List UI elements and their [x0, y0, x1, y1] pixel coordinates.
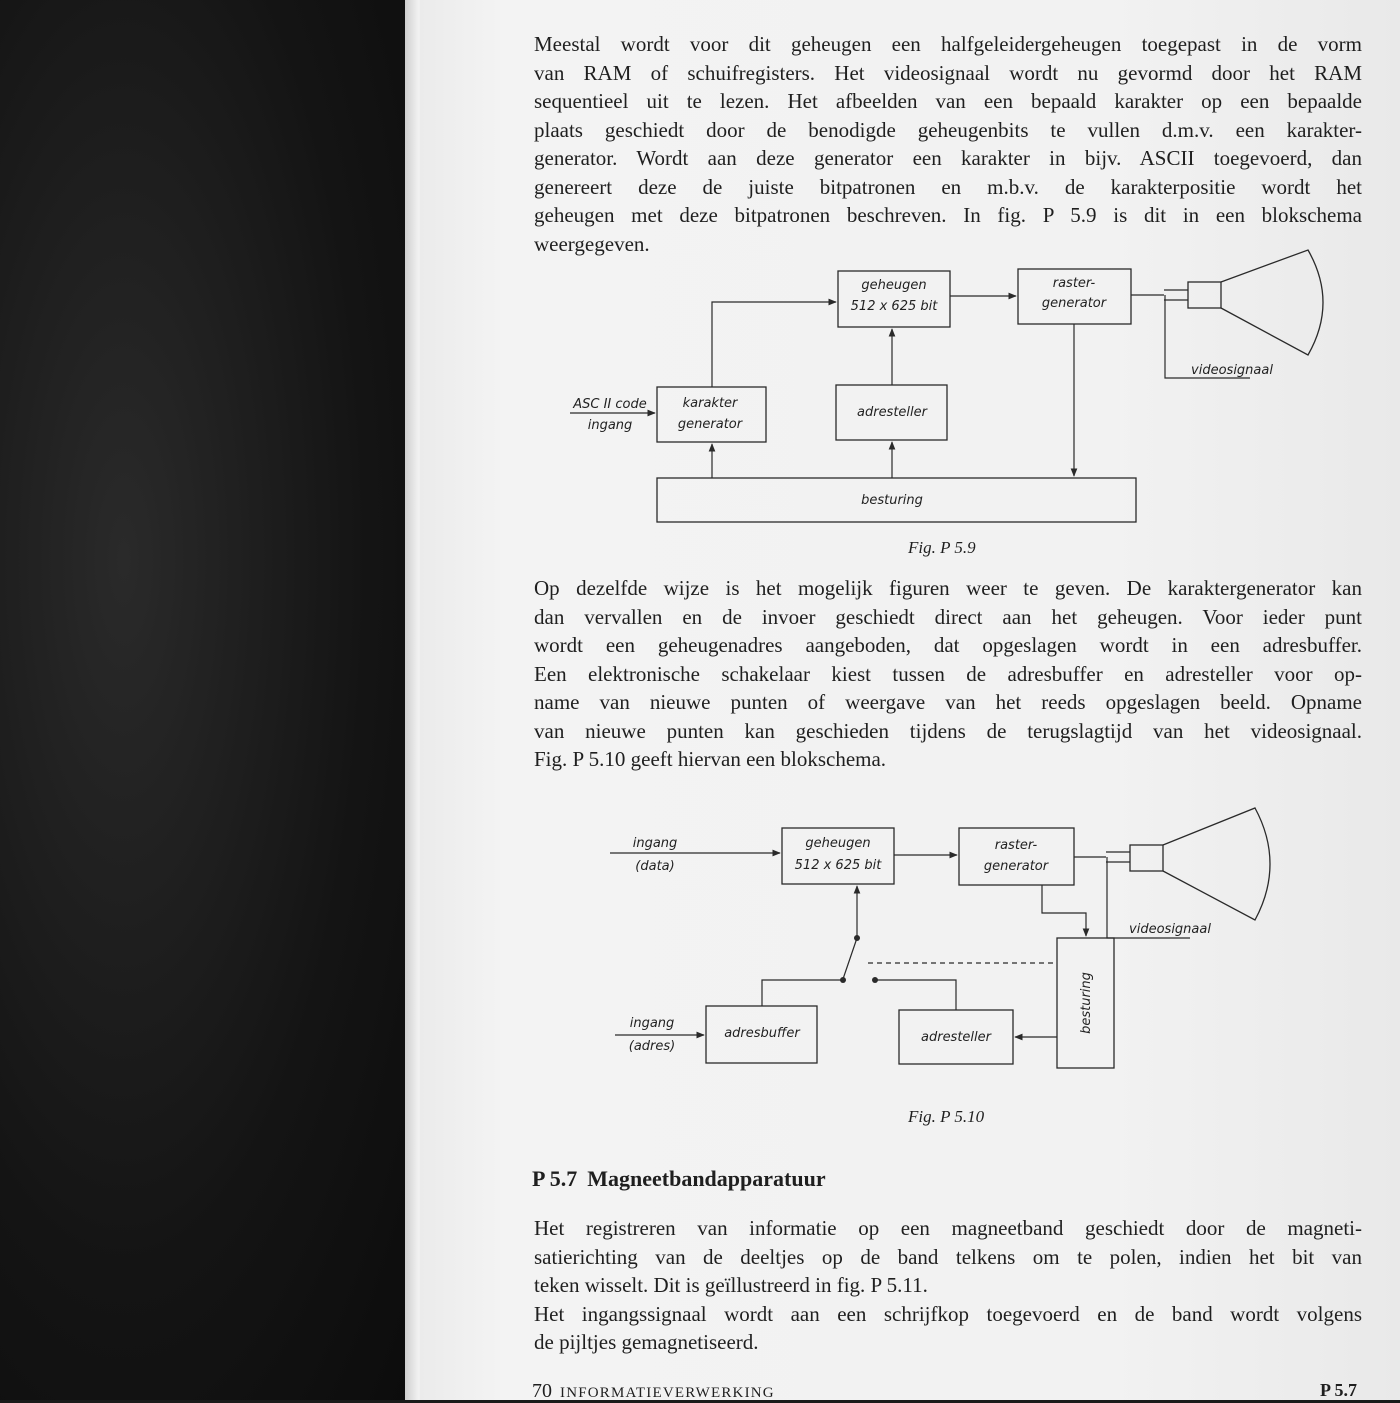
text-line: Op dezelfde wijze is het mogelijk figuren weer te geven. De karaktergenerator kan: [534, 576, 1362, 600]
block-label: adresteller: [857, 405, 927, 420]
middle-paragraph: [534, 574, 1362, 774]
text-line: Meestal wordt voor dit geheugen een halfgeleidergeheugen toegepast in de vorm: [534, 32, 1362, 56]
text-line: geheugen met deze bitpatronen beschreven. In fig. P 5.9 is dit in een blokschema: [534, 203, 1362, 227]
section-title: Magneetbandapparatuur: [587, 1166, 826, 1191]
block-diagram-fig-5-9: [560, 250, 1360, 540]
text-line: wordt een geheugenadres aangeboden, dat opgeslagen wordt in een adresbuffer.: [534, 633, 1362, 657]
footer-section-ref: P 5.7: [1320, 1380, 1358, 1400]
text-line: plaats geschiedt door de benodigde geheugenbits te vullen d.m.v. een karakter-: [534, 117, 1362, 142]
input-label: ingang: [632, 836, 678, 851]
block-label: geheugen: [861, 278, 927, 293]
videosignaal-label: videosignaal: [1191, 363, 1273, 378]
text-line: satierichting van de deeltjes op de band telkens om te polen, indien het bit van: [534, 1244, 1362, 1269]
block-label: generator: [983, 859, 1049, 874]
videosignaal-label: videosignaal: [1129, 922, 1211, 937]
karaktergenerator-block: [657, 387, 766, 442]
block-label: geheugen: [805, 836, 871, 851]
block-label: 512 x 625 bit: [794, 858, 882, 873]
rastergenerator-block: [1018, 269, 1131, 324]
section-heading: [532, 1166, 836, 1192]
block-label: 512 x 625 bit: [850, 299, 938, 314]
adresbuffer-block: [706, 1006, 817, 1063]
block-label: adresteller: [921, 1030, 991, 1045]
besturing-block: [1057, 938, 1114, 1068]
block-label: adresbuffer: [724, 1026, 800, 1041]
input-label: (adres): [628, 1039, 676, 1054]
block-label: raster-: [1052, 276, 1096, 291]
section-number: P 5.7: [532, 1166, 578, 1191]
adresteller-block: [899, 1010, 1013, 1064]
intro-paragraph: [534, 30, 1362, 258]
text-line: teken wisselt. Dit is geïllustreerd in fig. P 5.11.: [534, 1273, 928, 1297]
text-line: weergegeven.: [534, 231, 650, 256]
block-label: besturing: [861, 493, 923, 508]
input-label: ingang: [587, 418, 633, 433]
rastergenerator-block: [959, 828, 1074, 885]
block-label: generator: [1041, 296, 1107, 311]
block-diagram-fig-5-10: [610, 805, 1370, 1085]
figure-caption: Fig. P 5.9: [908, 538, 976, 557]
input-label: (data): [635, 859, 675, 874]
text-line: van nieuwe punten kan geschieden tijdens de terugslagtijd van het videosignaal.: [534, 718, 1362, 743]
input-label: ingang: [629, 1016, 675, 1031]
input-label: ASC II code: [573, 397, 647, 412]
crt-screen-icon: [1164, 250, 1323, 355]
geheugen-block: [838, 271, 950, 327]
text-line: dan vervallen en de invoer geschiedt direct aan het geheugen. Voor ieder punt: [534, 604, 1362, 629]
text-line: genereert deze de juiste bitpatronen en m.b.v. de karakterpositie wordt het: [534, 174, 1362, 199]
text-line: name van nieuwe punten of weergave van het reeds opgeslagen beeld. Opname: [534, 690, 1362, 714]
text-line: de pijltjes gemagnetiseerd.: [534, 1330, 759, 1354]
text-line: Het ingangssignaal wordt aan een schrijfkop toegevoerd en de band wordt volgens: [534, 1301, 1362, 1326]
book-page: [420, 0, 1400, 1400]
book-title: INFORMATIEVERWERKING: [560, 1385, 775, 1401]
section-paragraph: [534, 1214, 1362, 1357]
text-line: van RAM of schuifregisters. Het videosignaal wordt nu gevormd door het RAM: [534, 60, 1362, 85]
besturing-block: [657, 478, 1136, 522]
text-line: Een elektronische schakelaar kiest tussen de adresbuffer en adresteller voor op-: [534, 661, 1362, 686]
figure-caption: Fig. P 5.10: [908, 1107, 985, 1126]
block-label: raster-: [994, 838, 1038, 853]
text-line: generator. Wordt aan deze generator een karakter in bijv. ASCII toegevoerd, dan: [534, 146, 1362, 170]
dark-cloth-background: [0, 0, 412, 1400]
block-label: besturing: [1079, 972, 1094, 1034]
electronic-switch: [840, 935, 1057, 983]
text-line: Fig. P 5.10 geeft hiervan een blokschema.: [534, 747, 887, 771]
text-line: sequentieel uit te lezen. Het afbeelden van een bepaald karakter op een bepaalde: [534, 89, 1362, 113]
text-line: Het registreren van informatie op een magneetband geschiedt door de magneti-: [534, 1216, 1362, 1240]
page-number: 70: [532, 1380, 552, 1402]
block-label: generator: [677, 417, 743, 432]
crt-screen-icon: [1106, 808, 1270, 920]
block-label: karakter: [682, 396, 738, 411]
geheugen-block: [782, 828, 894, 884]
adresteller-block: [836, 385, 947, 440]
